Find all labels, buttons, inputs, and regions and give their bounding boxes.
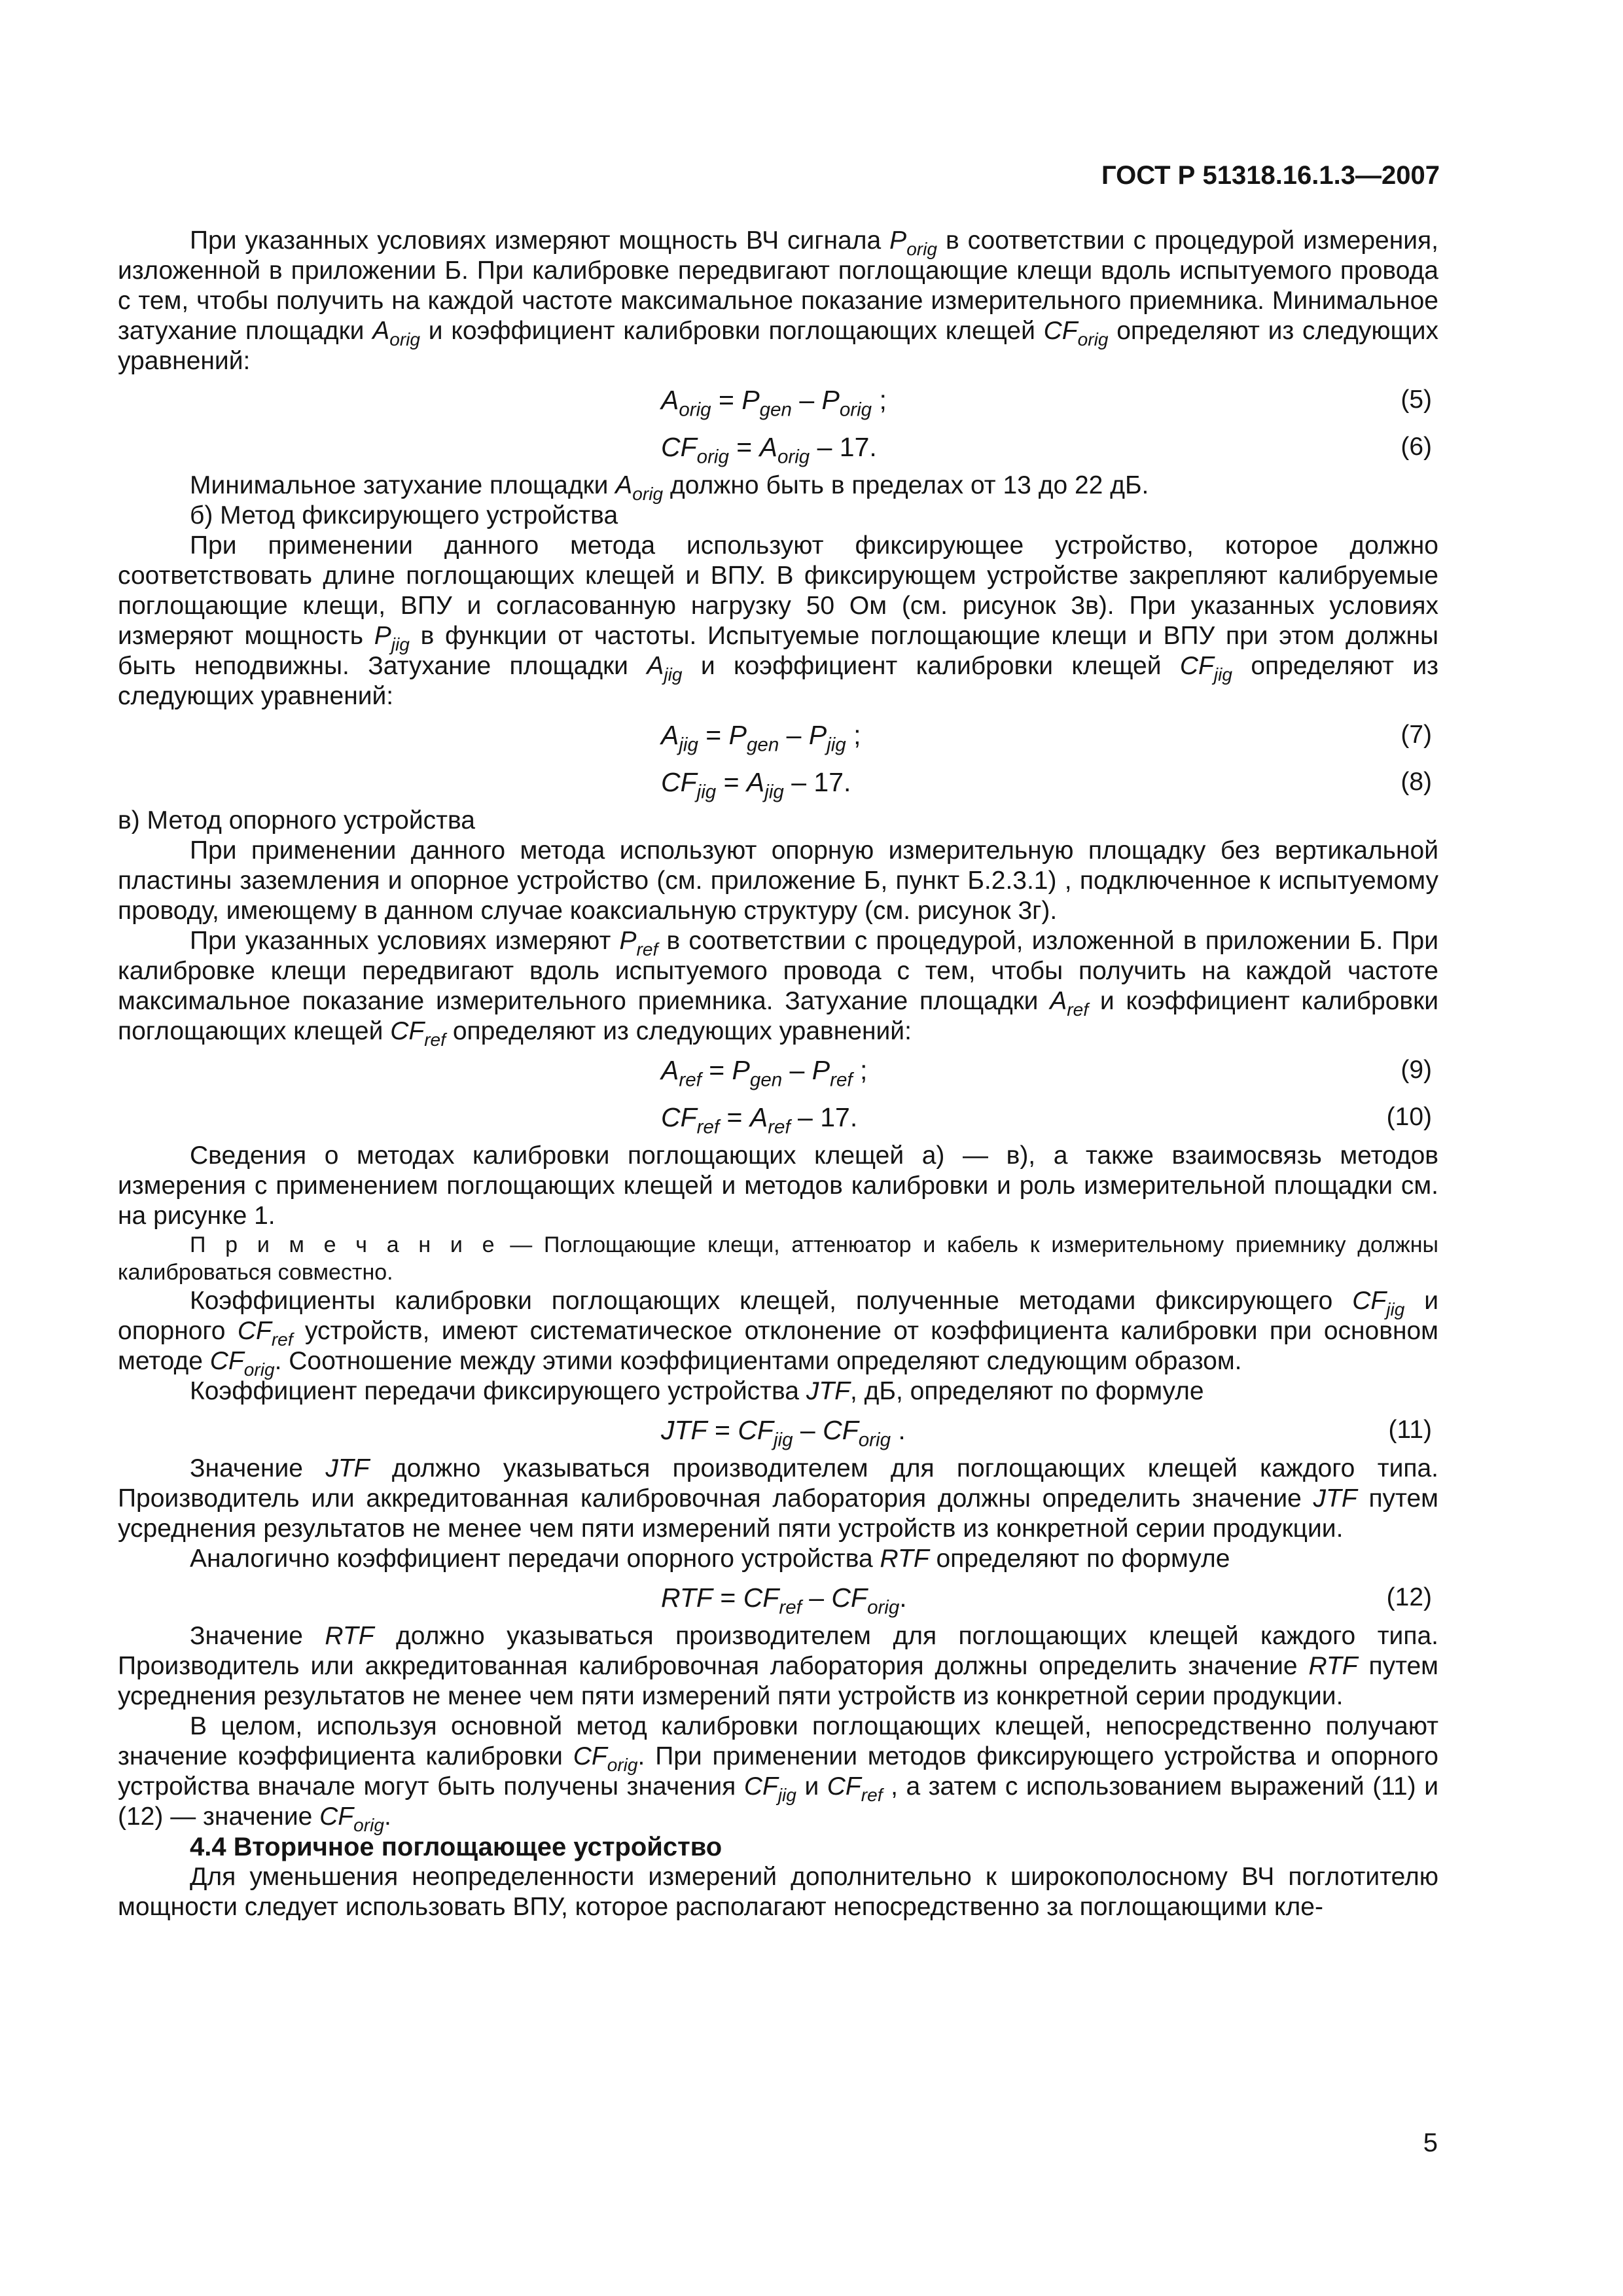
paragraph: Коэффициенты калибровки поглощающих клещей, полученные методами фиксирующего $CF_{jig}$ и опорного $CF_{ref}$ устройств, имеют систематическое отклонение от коэффициента калибровки при основном методе $CF_{orig}$. Соотношение между этими коэффициентами определяют следующим образом. [118,1287,1438,1380]
formula: $A_{orig} = P_{gen} - P_{orig}$ ; [661,385,887,421]
note-label: П р и м е ч а н и е [190,1232,499,1257]
equation-number: (5) [1400,386,1432,414]
equation-number: (11) [1388,1416,1432,1444]
formula: $A_{ref} = P_{gen} - P_{ref}$ ; [661,1055,868,1091]
formula: $CF_{orig} = A_{orig} - 17$. [661,432,877,468]
formula: $A_{jig} = P_{gen} - P_{jig}$ ; [661,720,861,756]
paragraph: Значение JTF должно указываться производителем для поглощающих клещей каждого типа. Производитель или аккредитованная калибровочная лаборатория должны определить значение JTF путем усреднения результатов не менее чем пяти измерений пяти устройств из конкретной серии продукции. [118,1454,1438,1543]
paragraph: Значение RTF должно указываться производителем для поглощающих клещей каждого типа. Производитель или аккредитованная калибровочная лаборатория должны определить значение RTF путем усреднения результатов не менее чем пяти измерений пяти устройств из конкретной серии продукции. [118,1622,1438,1710]
formula: $CF_{ref} = A_{ref} - 17$. [661,1102,858,1138]
paragraph: При указанных условиях измеряют $P_{ref}$ в соответствии с процедурой, изложенной в приложении Б. При калибровке клещи передвигают вдоль испытуемого провода с тем, чтобы получить на каждой частоте максимальное показание измерительного приемника. Затухание площадки $A_{ref}$ и коэффициент калибровки поглощающих клещей $CF_{ref}$ определяют из следующих уравнений: [118,927,1439,1050]
equation-number: (7) [1400,721,1432,749]
paragraph: Сведения о методах калибровки поглощающих клещей а) — в), а также взаимосвязь методов измерения с применением поглощающих клещей и методов калибровки и роль измерительной площадки см. на рисунке 1. [118,1141,1438,1230]
equation-number: (8) [1400,768,1432,796]
paragraph: При применении данного метода используют фиксирующее устройство, которое должно соответствовать длине поглощающих клещей и ВПУ. В фиксирующем устройстве закрепляют калибруемые поглощающие клещи, ВПУ и согласованную нагрузку 50 Ом (см. рисунок 3в). При указанных условиях измеряют мощность $P_{jig}$ в функции от частоты. Испытуемые поглощающие клещи и ВПУ при этом должны быть неподвижны. Затухание площадки $A_{jig}$ и коэффициент калибровки клещей $CF_{jig}$ определяют из следующих уравнений: [118,531,1439,710]
equation-number: (12) [1386,1583,1432,1611]
equation-12 [118,1574,1438,1621]
document-body [118,226,1438,1922]
list-item-v: в) Метод опорного устройства [118,806,475,834]
note-text: — Поглощающие клещи, аттенюатор и кабель к измерительному приемнику должны калиброваться совместно. [118,1232,1438,1285]
formula: JTF = $CF_{jig} - CF_{orig}$ . [661,1415,906,1451]
equation-5 [118,376,1438,423]
paragraph: При применении данного метода используют опорную измерительную площадку без вертикальной пластины заземления и опорное устройство (см. приложение Б, пункт Б.2.3.1) , подключенное к испытуемому проводу, имеющему в данном случае коаксиальную структуру (см. рисунок 3г). [118,836,1438,925]
standard-header: ГОСТ Р 51318.16.1.3—2007 [1101,161,1440,190]
paragraph: Коэффициент передачи фиксирующего устройства JTF, дБ, определяют по формуле [190,1377,1204,1405]
formula: RTF = $CF_{ref} - CF_{orig}$. [661,1583,907,1619]
equation-11 [118,1407,1438,1454]
note [118,1231,1438,1286]
equation-9 [118,1047,1438,1094]
paragraph: Минимальное затухание площадки $A_{orig}$ должно быть в пределах от 13 до 22 дБ. [190,471,1149,504]
equation-6 [118,423,1438,471]
paragraph: Для уменьшения неопределенности измерений дополнительно к широкополосному ВЧ поглотителю мощности следует использовать ВПУ, которое располагают непосредственно за поглощающими кле- [118,1863,1438,1921]
formula: $CF_{jig} = A_{jig} - 17$. [661,767,851,803]
equation-10 [118,1094,1438,1141]
section-heading: 4.4 Вторичное поглощающее устройство [190,1833,722,1861]
equation-number: (6) [1400,433,1432,461]
equation-7 [118,711,1438,759]
equation-8 [118,759,1438,806]
paragraph: При указанных условиях измеряют мощность ВЧ сигнала $P_{orig}$ в соответствии с процедурой измерения, изложенной в приложении Б. При калибровке передвигают поглощающие клещи вдоль испытуемого провода с тем, чтобы получить на каждой частоте максимальное показание измерительного приемника. Минимальное затухание площадки $A_{orig}$ и коэффициент калибровки поглощающих клещей $CF_{orig}$ определяют из следующих уравнений: [118,226,1438,375]
paragraph: В целом, используя основной метод калибровки поглощающих клещей, непосредственно получают значение коэффициента калибровки $CF_{orig}$. При применении методов фиксирующего устройства и опорного устройства вначале могут быть получены значения $CF_{jig}$ и $CF_{ref}$ , а затем с использованием выражений (11) и (12) — значение $CF_{orig}$. [118,1712,1438,1835]
equation-number: (10) [1386,1103,1432,1131]
paragraph: Аналогично коэффициент передачи опорного устройства RTF определяют по формуле [190,1545,1230,1573]
page-number: 5 [1423,2128,1438,2157]
equation-number: (9) [1400,1056,1432,1084]
list-item-b: б) Метод фиксирующего устройства [190,501,618,529]
